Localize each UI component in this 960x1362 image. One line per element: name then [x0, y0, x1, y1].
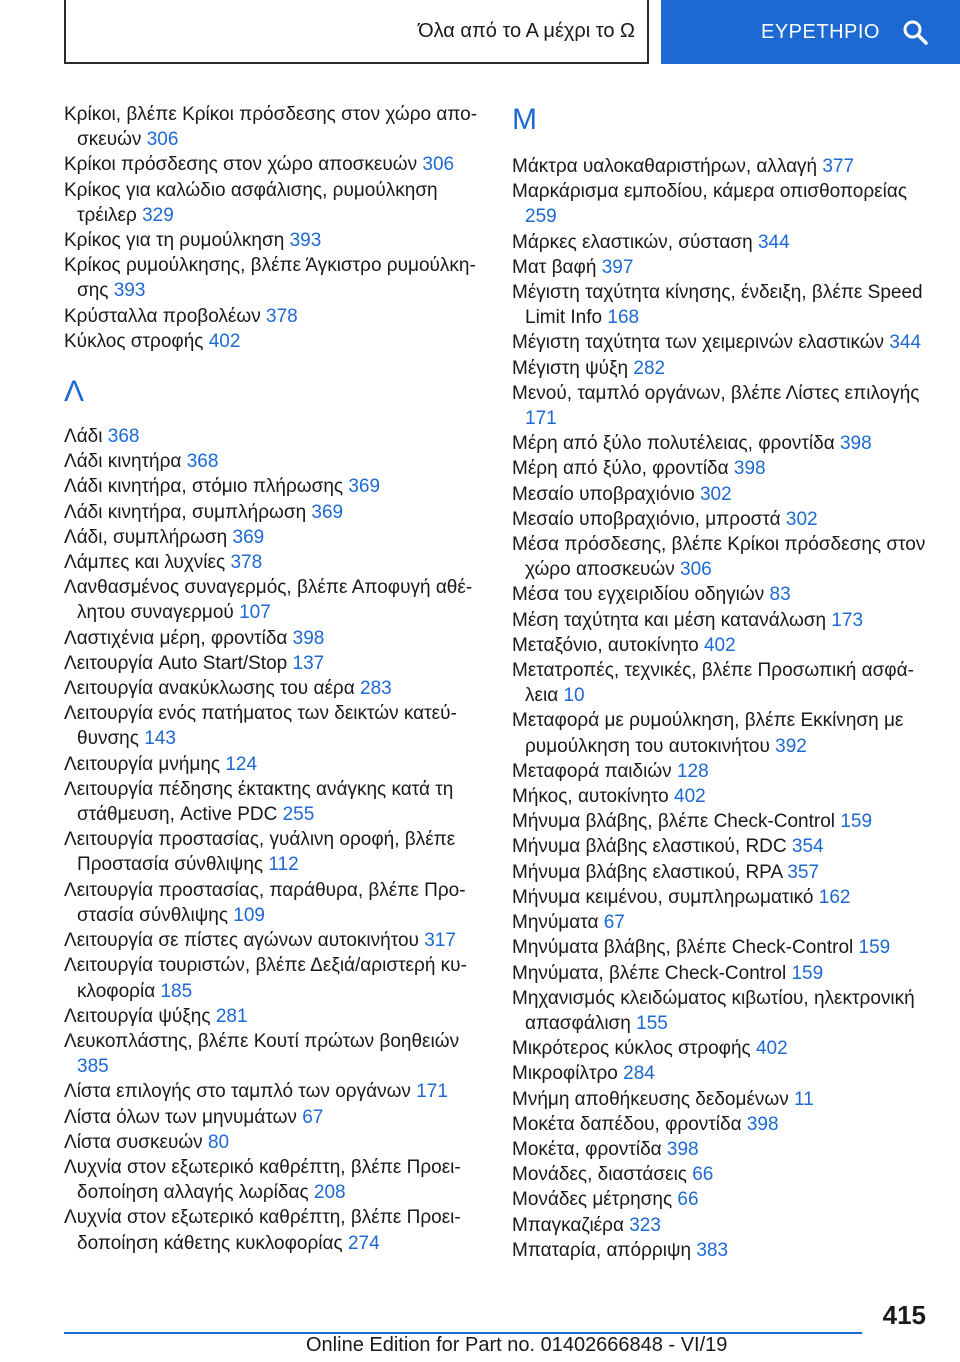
- index-entry: [64, 928, 484, 953]
- index-entry: [64, 626, 484, 651]
- index-entry-text: Μοκέτα, φροντίδα: [512, 1138, 662, 1160]
- page-link[interactable]: 344: [889, 332, 922, 354]
- index-entry-text: Λειτουργία ψύξης: [64, 1005, 211, 1027]
- index-tab[interactable]: [661, 0, 960, 64]
- index-entry: [512, 1137, 932, 1162]
- index-entry-text: Λειτουργία μνήμης: [64, 753, 221, 775]
- page-link[interactable]: 306: [146, 129, 179, 151]
- page-link[interactable]: 281: [215, 1005, 248, 1027]
- index-entry: [512, 154, 932, 179]
- page-link[interactable]: 354: [791, 836, 824, 858]
- page-link[interactable]: 67: [603, 912, 625, 934]
- index-entry-text: Μεταξόνιο, αυτοκίνητο: [512, 634, 699, 656]
- page-link[interactable]: 368: [186, 451, 219, 473]
- index-entry-text: Μεσαίο υποβραχιόνιο: [512, 483, 695, 505]
- index-entry: [512, 759, 932, 784]
- index-entry: [512, 280, 932, 330]
- index-entry: [64, 449, 484, 474]
- index-entry-text: Λίστα όλων των μηνυμάτων: [64, 1106, 297, 1128]
- page-link[interactable]: 369: [311, 501, 344, 523]
- index-entry-text: Μεσαίο υποβραχιόνιο, μπροστά: [512, 508, 781, 530]
- index-entry: [64, 424, 484, 449]
- index-entry-text: Μηνύματα βλάβης, βλέπε Check-Control: [512, 937, 854, 959]
- index-entry: [64, 1029, 484, 1079]
- index-entry: [512, 885, 932, 910]
- index-entry: [512, 961, 932, 986]
- index-entry: [64, 304, 484, 329]
- index-entry-text: Μάκτρα υαλοκαθαριστήρων, αλλαγή: [512, 156, 818, 177]
- page-link[interactable]: 369: [348, 476, 381, 498]
- index-entry: [512, 1187, 932, 1212]
- index-column-right: [512, 102, 932, 1263]
- index-entry: [512, 1213, 932, 1238]
- page-link[interactable]: 185: [160, 980, 193, 1002]
- page-link[interactable]: 306: [680, 559, 712, 581]
- index-entry: [64, 500, 484, 525]
- index-entry-text: Λανθασμένος συναγερμός, βλέπε Αποφυγή αθέλητου συναγερμού: [64, 577, 473, 624]
- index-entry: [512, 633, 932, 658]
- page-link[interactable]: 124: [225, 753, 258, 775]
- index-entry-text: Λειτουργία προστασίας, παράθυρα, βλέπε Προστασία σύνθλιψης: [64, 879, 466, 926]
- index-entry-text: Μεταφορά παιδιών: [512, 760, 672, 782]
- page-link[interactable]: 171: [525, 408, 557, 430]
- index-entry: [64, 575, 484, 625]
- page-link[interactable]: 385: [77, 1056, 109, 1078]
- page-link[interactable]: 137: [292, 652, 325, 674]
- edition-text: Online Edition for Part no. 01402666848 - VI/19: [306, 1334, 728, 1356]
- page-link[interactable]: 66: [692, 1164, 714, 1186]
- page-link[interactable]: 378: [266, 305, 298, 327]
- index-entry-text: Κρίκοι, βλέπε Κρίκοι πρόσδεσης στον χώρο αποσκευών: [64, 104, 478, 151]
- page-link[interactable]: 377: [822, 156, 855, 177]
- index-entry: [64, 651, 484, 676]
- index-entry: [512, 834, 932, 859]
- index-entry: [64, 178, 484, 228]
- index-entry-text: Λάδι κινητήρα, στόμιο πλήρωσης: [64, 476, 344, 498]
- index-entry-text: Λάδι, συμπλήρωση: [64, 526, 228, 548]
- index-entry: [512, 230, 932, 255]
- index-entry-text: Μπαγκαζιέρα: [512, 1214, 624, 1236]
- index-entry-text: Μηνύματα: [512, 912, 599, 934]
- index-entry-text: Λευκοπλάστης, βλέπε Κουτί πρώτων βοηθειών: [64, 1030, 460, 1052]
- index-entry-text: Κρίκος για καλώδιο ασφάλισης, ρυμούλκηση τρέιλερ: [64, 179, 438, 226]
- index-entry: [64, 228, 484, 253]
- index-entry: [64, 474, 484, 499]
- index-entry: [512, 935, 932, 960]
- page-link[interactable]: 259: [525, 206, 557, 228]
- index-entry-text: Μηνύματα, βλέπε Check-Control: [512, 962, 787, 984]
- index-entry: [512, 532, 932, 582]
- page-link[interactable]: 378: [230, 552, 263, 574]
- page-link[interactable]: 323: [629, 1214, 661, 1236]
- index-label: ΕΥΡΕΤΗΡΙΟ: [761, 20, 880, 43]
- index-entry-text: Μέσα πρόσδεσης, βλέπε Κρίκοι πρόσδεσης στον χώρο αποσκευών: [512, 534, 926, 581]
- page-link[interactable]: 80: [207, 1131, 230, 1153]
- page-link[interactable]: 10: [563, 685, 585, 707]
- index-entry: [512, 809, 932, 834]
- index-entry: [512, 356, 932, 381]
- page-link[interactable]: 159: [858, 937, 891, 959]
- index-entry-text: Μάρκες ελαστικών, σύσταση: [512, 231, 753, 253]
- index-entry: [64, 1004, 484, 1029]
- index-entry-text: Λειτουργία ενός πατήματος των δεικτών κατεύθυνσης: [64, 703, 457, 750]
- index-entry-text: Ματ βαφή: [512, 256, 597, 278]
- page-link[interactable]: 398: [746, 1113, 779, 1135]
- index-entry-text: Κύκλος στροφής: [64, 330, 204, 352]
- index-entry: [64, 550, 484, 575]
- page-link[interactable]: 109: [233, 904, 265, 926]
- page-link[interactable]: 329: [142, 204, 174, 226]
- page-link[interactable]: 302: [699, 483, 732, 505]
- page-link[interactable]: 302: [785, 508, 818, 530]
- page-link[interactable]: 107: [239, 602, 271, 624]
- index-entry: [512, 1238, 932, 1263]
- index-entry-text: Μενού, ταμπλό οργάνων, βλέπε Λίστες επιλογής: [512, 382, 920, 404]
- index-entry: [64, 676, 484, 701]
- index-entry: [64, 253, 484, 303]
- index-entry-text: Μήκος, αυτοκίνητο: [512, 786, 669, 808]
- index-entry: [512, 658, 932, 708]
- index-entry-text: Λίστα συσκευών: [64, 1131, 203, 1153]
- index-entry-text: Μονάδες μέτρησης: [512, 1189, 673, 1211]
- index-entry: [512, 1087, 932, 1112]
- index-entry-text: Μέγιστη ταχύτητα κίνησης, ένδειξη, βλέπε Speed Limit Info: [512, 282, 923, 329]
- page-link[interactable]: 83: [769, 584, 791, 606]
- index-entry-text: Μέγιστη ταχύτητα των χειμερινών ελαστικών: [512, 332, 885, 354]
- index-entry-text: Μικρότερος κύκλος στροφής: [512, 1038, 751, 1060]
- index-entry-text: Λειτουργία τουριστών, βλέπε Δεξιά/αριστερή κυκλοφορία: [64, 955, 467, 1002]
- index-entry: [64, 827, 484, 877]
- index-entry: [512, 910, 932, 935]
- page-link[interactable]: 282: [633, 357, 666, 379]
- index-entry-text: Μέγιστη ψύξη: [512, 357, 629, 379]
- index-entry-text: Κρίκος για τη ρυμούλκηση: [64, 230, 285, 252]
- index-entry-text: Λίστα επιλογής στο ταμπλό των οργάνων: [64, 1081, 411, 1103]
- all-a-to-z-label: Όλα από το Α μέχρι το Ω: [418, 19, 635, 42]
- index-entry: [512, 608, 932, 633]
- index-entry-text: Λάμπες και λυχνίες: [64, 552, 226, 574]
- page-link[interactable]: 283: [360, 678, 392, 700]
- index-entry: [64, 102, 484, 152]
- index-entry: [512, 179, 932, 229]
- index-entry: [512, 708, 932, 758]
- page-link[interactable]: 402: [755, 1038, 788, 1060]
- index-entry: [512, 482, 932, 507]
- index-entry: [64, 1155, 484, 1205]
- index-entry-text: Μετατροπές, τεχνικές, βλέπε Προσωπική ασφάλεια: [512, 660, 914, 707]
- index-entry: [64, 1205, 484, 1255]
- index-entry: [512, 431, 932, 456]
- index-entry: [512, 255, 932, 280]
- index-entry-text: Μέση ταχύτητα και μέση κατανάλωση: [512, 609, 827, 631]
- index-entry-text: Λειτουργία σε πίστες αγώνων αυτοκινήτου: [64, 930, 419, 952]
- index-entry-text: Λειτουργία πέδησης έκτακτης ανάγκης κατά τη στάθμευση, Active PDC: [64, 778, 454, 826]
- page-link[interactable]: 128: [676, 760, 709, 782]
- index-entry-text: Μέρη από ξύλο πολυτέλειας, φροντίδα: [512, 433, 835, 455]
- index-entry-text: Λυχνία στον εξωτερικό καθρέπτη, βλέπε Προειδοποίηση αλλαγής λωρίδας: [64, 1156, 461, 1204]
- index-entry: [64, 329, 484, 354]
- page-link[interactable]: 317: [424, 930, 456, 952]
- index-entry-text: Μεταφορά με ρυμούλκηση, βλέπε Εκκίνηση με ρυμούλκηση του αυτοκινήτου: [512, 710, 904, 757]
- index-entry: [64, 525, 484, 550]
- index-entry: [512, 860, 932, 885]
- page-link[interactable]: 369: [232, 526, 265, 548]
- index-column-left: [64, 102, 484, 1256]
- page-link[interactable]: 383: [696, 1239, 729, 1261]
- page-link[interactable]: 274: [347, 1232, 380, 1254]
- page-link[interactable]: 112: [268, 854, 299, 876]
- page-link[interactable]: 67: [302, 1106, 324, 1128]
- page-link[interactable]: 357: [787, 861, 820, 883]
- index-letter-heading: Μ: [512, 103, 537, 136]
- page-link[interactable]: 159: [840, 811, 873, 833]
- index-entry: [512, 1112, 932, 1137]
- page-link[interactable]: 168: [607, 307, 640, 329]
- index-entry: [64, 1105, 484, 1130]
- index-entry: [512, 330, 932, 355]
- page-link[interactable]: 66: [677, 1189, 699, 1211]
- index-letter-heading: Λ: [64, 375, 85, 409]
- index-entry-text: Λάδι: [64, 426, 103, 448]
- index-entry-text: Μήνυμα βλάβης, βλέπε Check-Control: [512, 811, 836, 833]
- index-entry-text: Μήνυμα βλάβης ελαστικού, RPA: [512, 861, 783, 883]
- page-link[interactable]: 208: [313, 1182, 346, 1204]
- index-entry-text: Μήνυμα κειμένου, συμπληρωματικό: [512, 886, 814, 908]
- index-entry-text: Μαρκάρισμα εμποδίου, κάμερα οπισθοπορείας: [512, 181, 907, 203]
- page-link[interactable]: 306: [422, 154, 455, 176]
- index-entry: [512, 456, 932, 481]
- index-entry: [64, 878, 484, 928]
- page-link[interactable]: 402: [703, 634, 736, 656]
- index-entry-text: Μηχανισμός κλειδώματος κιβωτίου, ηλεκτρονική απασφάλιση: [512, 987, 915, 1034]
- page-link[interactable]: 402: [208, 330, 241, 352]
- index-entry-text: Μικροφίλτρο: [512, 1063, 618, 1085]
- page-link[interactable]: 368: [107, 426, 140, 448]
- index-entry-text: Μοκέτα δαπέδου, φροντίδα: [512, 1113, 742, 1135]
- index-entry-text: Κρύσταλλα προβολέων: [64, 305, 261, 327]
- index-entry: [512, 1036, 932, 1061]
- index-entry: [64, 701, 484, 751]
- page-link[interactable]: 393: [289, 230, 322, 252]
- index-entry: [512, 1162, 932, 1187]
- index-entry: [64, 1130, 484, 1155]
- index-entry-text: Μονάδες, διαστάσεις: [512, 1164, 687, 1186]
- index-entry-text: Λειτουργία ανακύκλωσης του αέρα: [64, 678, 355, 700]
- index-entry: [512, 582, 932, 607]
- index-entry-text: Λυχνία στον εξωτερικό καθρέπτη, βλέπε Προειδοποίηση κάθετης κυκλοφορίας: [64, 1207, 461, 1254]
- index-entry: [64, 953, 484, 1003]
- page-link[interactable]: 159: [791, 962, 824, 984]
- page-link[interactable]: 143: [144, 728, 176, 750]
- index-entry: [512, 381, 932, 431]
- page-link[interactable]: 398: [839, 433, 872, 455]
- all-a-to-z-tab[interactable]: [64, 0, 649, 64]
- index-entry: [64, 752, 484, 777]
- page-link[interactable]: 344: [757, 231, 790, 253]
- index-entry-text: Λαστιχένια μέρη, φροντίδα: [64, 627, 288, 649]
- page-link[interactable]: 255: [282, 804, 315, 826]
- index-entry-text: Λειτουργία προστασίας, γυάλινη οροφή, βλέπε Προστασία σύνθλιψης: [64, 829, 456, 876]
- index-entry-text: Μέσα του εγχειριδίου οδηγιών: [512, 584, 765, 606]
- page-link[interactable]: 393: [113, 280, 146, 302]
- search-icon[interactable]: [902, 19, 928, 45]
- index-entry-text: Μέρη από ξύλο, φροντίδα: [512, 458, 729, 480]
- page-link[interactable]: 398: [666, 1138, 699, 1160]
- page-link[interactable]: 171: [416, 1081, 448, 1103]
- page-link[interactable]: 397: [601, 256, 634, 278]
- index-entry-text: Κρίκοι πρόσδεσης στον χώρο αποσκευών: [64, 154, 418, 176]
- index-entry-text: Μπαταρία, απόρριψη: [512, 1239, 692, 1261]
- page-link[interactable]: 162: [818, 886, 851, 908]
- index-entry: [512, 784, 932, 809]
- page-link[interactable]: 398: [292, 627, 325, 649]
- index-entry: [512, 1061, 932, 1086]
- index-entry: [64, 777, 484, 827]
- index-entry: [64, 152, 484, 177]
- page-link[interactable]: 11: [794, 1088, 814, 1110]
- page-link[interactable]: 398: [733, 458, 766, 480]
- index-entry-text: Μνήμη αποθήκευσης δεδομένων: [512, 1088, 789, 1110]
- page-link[interactable]: 155: [636, 1012, 668, 1034]
- page-link[interactable]: 284: [623, 1063, 655, 1085]
- index-entry-text: Λάδι κινητήρα: [64, 451, 182, 473]
- page-link[interactable]: 173: [831, 609, 864, 631]
- page-link[interactable]: 392: [775, 735, 807, 757]
- index-entry-text: Κρίκος ρυμούλκησης, βλέπε Άγκιστρο ρυμούλκησης: [64, 255, 476, 302]
- index-entry: [64, 1079, 484, 1104]
- page-number: 415: [882, 1300, 926, 1330]
- index-entry: [512, 507, 932, 532]
- index-entry-text: Λειτουργία Auto Start/Stop: [64, 652, 288, 674]
- index-entry: [512, 986, 932, 1036]
- index-entry-text: Λάδι κινητήρα, συμπλήρωση: [64, 501, 307, 523]
- index-entry-text: Μήνυμα βλάβης ελαστικού, RDC: [512, 836, 787, 858]
- page-link[interactable]: 402: [674, 786, 706, 808]
